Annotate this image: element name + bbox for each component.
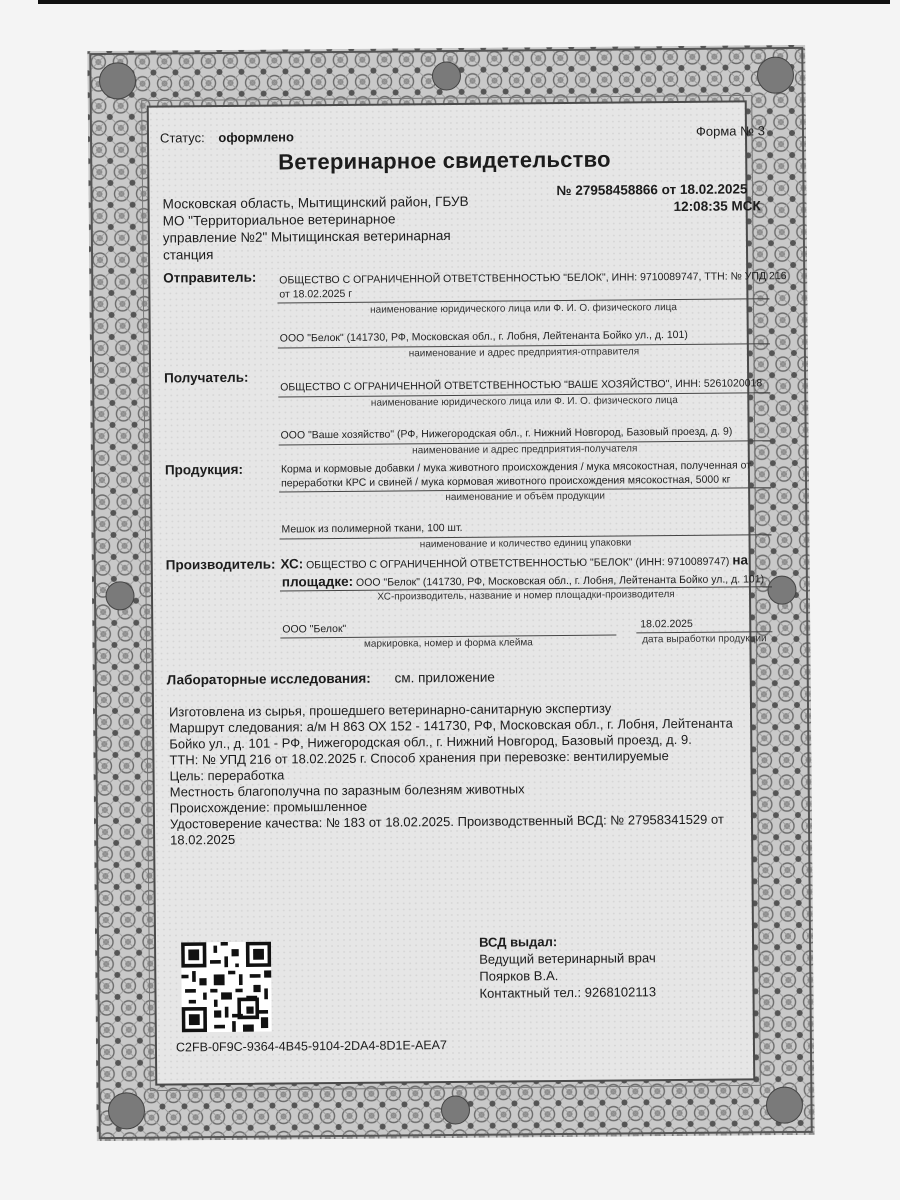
product-line: переработки КРС и свиней / мука кормовая животного происхождения мясокостная, 5000 кг	[280, 473, 731, 490]
site-label: площадке:	[281, 573, 354, 590]
page-title: Ветеринарное свидетельство	[278, 146, 611, 175]
issued-phone: Контактный тел.: 9268102113	[479, 984, 657, 1001]
detail-line: Изготовлена из сырья, прошедшего ветеринарно-санитарную экспертизу	[168, 700, 612, 720]
certificate-sheet	[87, 45, 814, 1141]
status-value: оформлено	[218, 129, 295, 146]
status-label: Статус:	[159, 130, 205, 146]
detail-line: 18.02.2025	[170, 831, 236, 848]
producer-caption: ХС-производитель, название и номер площадки-производителя	[377, 589, 675, 603]
hs-value: ОБЩЕСТВО С ОГРАНИЧЕННОЙ ОТВЕТСТВЕННОСТЬЮ "БЕЛОК" (ИНН: 9710089747)	[306, 555, 730, 572]
package-value: Мешок из полимерной ткани, 100 шт.	[281, 521, 463, 536]
lab-line	[167, 670, 495, 688]
production-date-caption: дата выработки продукции	[642, 633, 767, 646]
issuer-line: станция	[162, 247, 214, 263]
sender-label: Отправитель:	[163, 269, 257, 286]
detail-line: Происхождение: промышленное	[169, 798, 368, 816]
lab-label: Лабораторные исследования:	[166, 670, 371, 688]
sender-name-caption: наименование юридического лица или Ф. И. О. физического лица	[370, 302, 677, 316]
issuer-line: МО "Территориальное ветеринарное	[162, 211, 396, 229]
document-uuid: C2FB-0F9C-9364-4B45-9104-2DA4-8D1E-AEA7	[175, 1038, 447, 1055]
details-block	[169, 700, 734, 849]
production-date: 18.02.2025	[640, 617, 693, 631]
producer-label: Производитель:	[165, 556, 276, 573]
sender-address: ООО "Белок" (141730, РФ, Московская обл., г. Лобня, Лейтенанта Бойко ул., д. 101)	[279, 328, 688, 345]
recipient-address: ООО "Ваше хозяйство" (РФ, Нижегородская обл., г. Нижний Новгород, Базовый проезд, д. 9)	[280, 425, 733, 442]
product-label: Продукция:	[164, 461, 243, 478]
form-number: Форма № 3	[695, 123, 765, 139]
sender-address-caption: наименование и адрес предприятия-отправителя	[408, 346, 640, 360]
top-edge-bar	[38, 0, 890, 4]
detail-line: ТТН: № УПД 216 от 18.02.2025 г. Способ хранения при перевозке: вентилируемые	[169, 748, 669, 768]
issuer-line: Московская область, Мытищинский район, ГБУВ	[162, 193, 469, 212]
certificate-number: № 27958458866 от 18.02.2025	[556, 181, 748, 199]
recipient-name: ОБЩЕСТВО С ОГРАНИЧЕННОЙ ОТВЕТСТВЕННОСТЬЮ "ВАШЕ ХОЗЯЙСТВО", ИНН: 5261020018	[280, 377, 763, 394]
recipient-address-caption: наименование и адрес предприятия-получателя	[412, 443, 638, 457]
marking-caption: маркировка, номер и форма клейма	[363, 637, 533, 650]
sender-name	[279, 269, 786, 301]
issuer-line: управление №2" Мытищинская ветеринарная	[162, 227, 451, 246]
issued-person: Поярков В.А.	[479, 968, 559, 984]
qr-code-icon	[181, 942, 272, 1033]
detail-line: Цель: переработка	[169, 767, 285, 784]
recipient-name-caption: наименование юридического лица или Ф. И. О. физического лица	[370, 395, 678, 409]
product-caption: наименование и объём продукции	[445, 490, 606, 504]
status-line	[160, 129, 294, 145]
issued-label: ВСД выдал:	[478, 934, 558, 950]
recipient-label: Получатель:	[164, 369, 249, 386]
certificate-time: 12:08:35 МСК	[673, 198, 761, 215]
lab-value: см. приложение	[394, 669, 495, 686]
detail-line: Маршрут следования: а/м Н 863 ОХ 152 - 141730, РФ, Московская обл., г. Лобня, Лейтенанта	[169, 715, 733, 736]
product-line: Корма и кормовые добавки / мука животного происхождения / мука мясокостная, полученная от	[280, 459, 752, 476]
sender-name-line: от 18.02.2025 г	[279, 287, 353, 301]
marking-value: ООО "Белок"	[282, 622, 347, 636]
on-word: на	[732, 552, 749, 568]
detail-line: Бойко ул., д. 101 - РФ, Нижегородская обл., г. Нижний Новгород, Базовый проезд, д. 9.	[169, 731, 692, 752]
hs-label: ХС:	[280, 556, 304, 572]
product-description	[281, 458, 751, 490]
site-value: ООО "Белок" (141730, РФ, Московская обл., г. Лобня, Лейтенанта Бойко ул., д. 101)	[355, 573, 765, 589]
detail-line: Удостоверение качества: № 183 от 18.02.2025. Производственный ВСД: № 27958341529 от	[169, 811, 724, 832]
issued-position: Ведущий ветеринарный врач	[479, 950, 656, 967]
issued-block	[479, 932, 656, 1002]
issuer-block	[163, 193, 470, 264]
sender-name-line: ОБЩЕСТВО С ОГРАНИЧЕННОЙ ОТВЕТСТВЕННОСТЬЮ "БЕЛОК", ИНН: 9710089747, ТТН: № УПД 216	[279, 270, 787, 287]
package-caption: наименование и количество единиц упаковки	[419, 537, 632, 551]
detail-line: Местность благополучна по заразным болезням животных	[169, 781, 525, 800]
